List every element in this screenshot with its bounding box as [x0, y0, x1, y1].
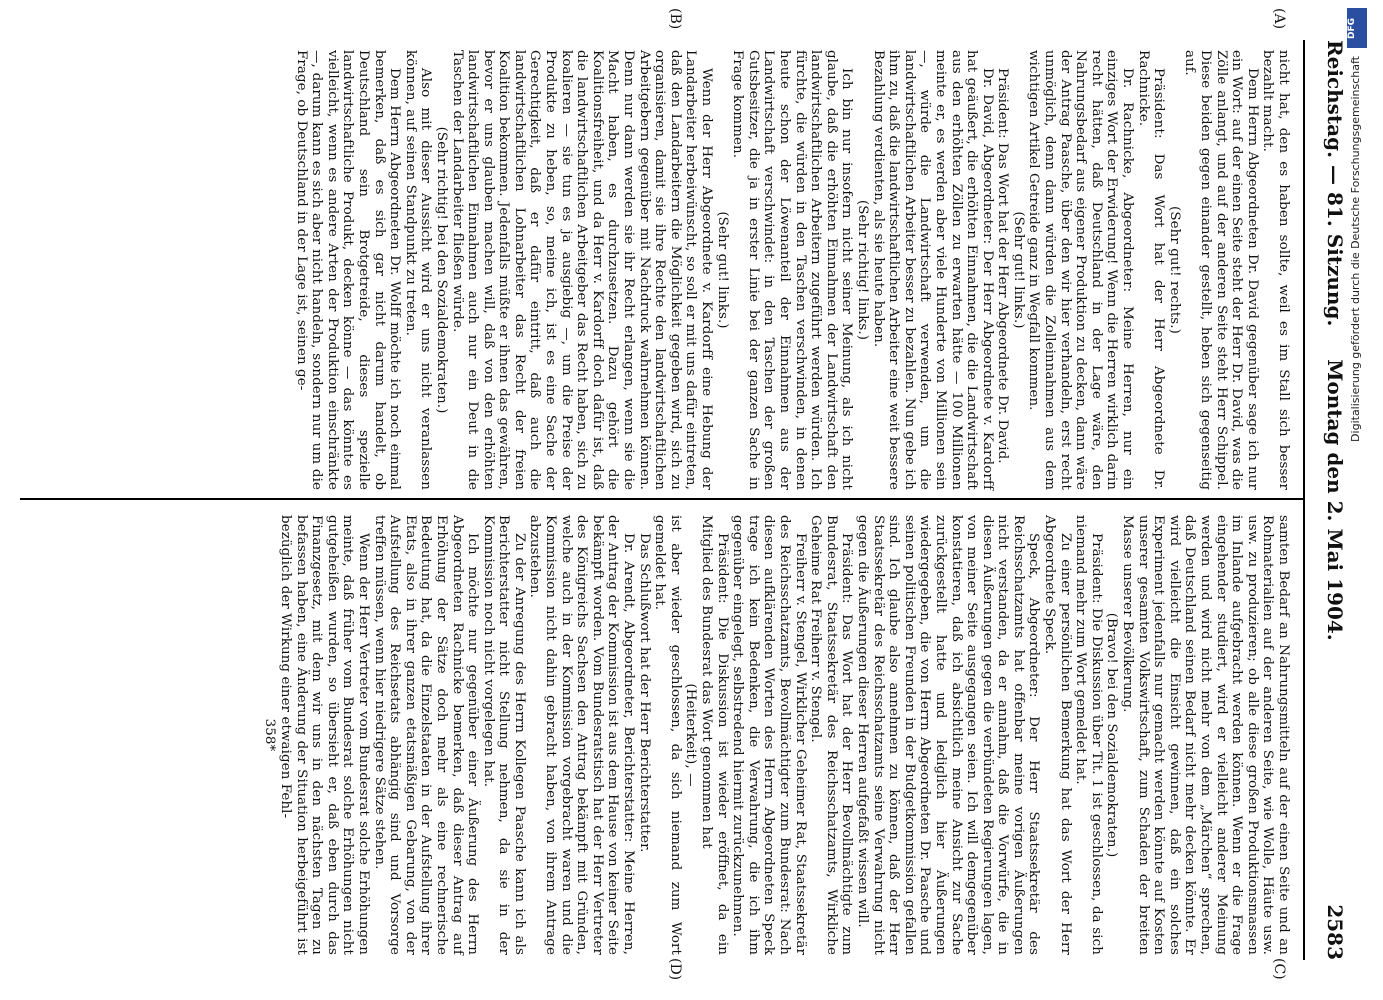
interjection: (Sehr gut! rechts.): [1166, 206, 1182, 334]
speaker-paragraph: Dr. Rachnicke, Abgeordneter: Meine Herren, nur ein einziges Wort der Erwiderung! Wenn die Herren wirklich darin recht hätten, daß Deutschland in der Lage wäre, den Nahrungsbedarf aus eigener Produktion zu decken, dann wäre der Antrag Paasche, über den wir hier verhandeln, erst recht unmöglich, denn dann würden die Zolleinnahmen aus dem wichtigen Artikel Getreide ganz in Wegfall kommen.: [1026, 50, 1136, 490]
interjection: (Sehr gut! links.): [1010, 211, 1026, 329]
speaker-paragraph: Präsident: Das Wort hat der Herr Bevollmächtigte zum Bundesrat, Staatssekretär des Reichsschatzamts, Wirkliche Geheime Rat Freiherr v. Stengel.: [808, 515, 855, 955]
paragraph: nicht hat, den es haben sollte, weil es im Stall sich besser bezahlt macht.: [1260, 50, 1291, 490]
margin-mark-d: (D): [667, 958, 683, 981]
interjection: (Heiterkeit), —: [683, 683, 699, 787]
speaker-paragraph: Präsident: Die Diskussion über Tit. 1 ist geschlossen, da sich niemand mehr zum Wort gemeldet hat.: [1073, 515, 1104, 955]
margin-mark-c: (C): [1271, 958, 1287, 980]
dfg-logo-icon: DFG: [1347, 8, 1367, 48]
speaker-paragraph: Speck, Abgeordneter: Der Herr Staatssekretär des Reichsschatzamts hat offenbar meine vorigen Äußerungen nicht verstanden, da er annahm, daß die Vorwürfe, die in diesen Äußerungen gegen die verbündeten Regierungen lagen, von meiner Seite ausgegangen seien. Ich will demgegenüber konstatieren, daß ich absichtlich meine Ansicht zur Sache zurückgestellt hatte und lediglich hier Äußerungen wiedergegeben, die von Herrn Abgeordneten Dr. Paasche und seinen politischen Freunden in der Budgetkommission gefallen sind. Ich glaube also annehmen zu können, daß der Herr Staatssekretär des Reichsschatzamts seine Verwahrung nicht gegen die Äußerungen dieser Herren aufgefaßt wissen will.: [854, 515, 1042, 955]
digitization-stamp: [1345, 8, 1371, 998]
speaker-paragraph: Präsident: Das Wort hat der Herr Abgeordnete Dr. David.: [995, 68, 1011, 464]
speaker-paragraph: Präsident: Das Wort hat der Herr Abgeordnete Dr. Rachnicke.: [1135, 50, 1167, 490]
header-rule: [1303, 40, 1305, 960]
left-column: [293, 50, 1291, 490]
margin-mark-a: (A): [1271, 8, 1287, 30]
right-column: [262, 515, 1291, 955]
digitization-credit: Digitalisierung gefördert durch die Deutsche Forschungsgemeinschaft: [1349, 56, 1362, 442]
paragraph: Dem Herrn Abgeordneten Dr. David gegenüber sage ich nur ein Wort: auf der einen Seite steht der Herr Dr. David, was die Zölle anlangt, und auf der anderen Seite steht Herr Schippel. Diese beiden gegen einander gestellt, heben sich gegenseitig auf.: [1182, 50, 1260, 490]
interjection: (Sehr richtig! links.): [854, 199, 870, 341]
paragraph: Also mit dieser Aussicht wird er uns nicht veranlassen können, auf seinen Standpunkt zu treten.: [402, 50, 434, 490]
interjection: (Bravo! bei den Sozialdemokraten.): [1104, 612, 1120, 858]
speaker-paragraph: Präsident: Die Diskussion ist wieder eröffnet, da ein Mitglied des Bundesrat das Wort genommen hat: [699, 515, 730, 955]
paragraph: Zu der Anregung des Herrn Kollegen Paasche kann ich als Berichterstatter nicht Stellung nehmen, da sie in der Kommission noch nicht vorgelegen hat.: [480, 515, 527, 955]
paragraph: ist aber wieder geschlossen, da sich niemand zum Wort gemeldet hat.: [652, 515, 683, 955]
paragraph: Zu einer persönlichen Bemerkung hat das Wort der Herr Abgeordnete Speck.: [1042, 515, 1073, 955]
margin-mark-b: (B): [667, 8, 683, 30]
interjection: (Sehr gut! links.): [714, 211, 730, 329]
paragraph: Wenn der Herr Abgeordnete v. Kardorff eine Hebung der Landarbeiter herbeiwünscht, so soll er mit uns dafür eintreten, daß den Landarbeitern die Möglichkeit gegeben wird, sich zu organisieren, damit sie ihre Rechte den landwirtschaftlichen Arbeitgebern gegenüber mit Nachdruck wahrnehmen können. Denn nur dann werden sie ihr Recht erlangen, wenn sie die Macht haben, es durchzusetzen. Dazu gehört die Koalitionsfreiheit, und da Herr v. Kardorff doch dafür ist, daß die landwirtschaftlichen Arbeitgeber das Recht haben, sich zu koalieren — sie tun es ja ausgiebig —, um die Preise der Produkte zu heben, so, meine ich, ist es eine Sache der Gerechtigkeit, daß er dafür eintritt, daß auch die landwirtschaftlichen Lohnarbeiter das Recht der freien Koalition bekommen. Jedenfalls müßte er ihnen das gewähren, bevor er uns glauben machen will, daß von den erhöhten landwirtschaftlichen Einnahmen auch nur ein Deut in die Taschen der Landarbeiter fließen würde.: [449, 50, 715, 490]
interjection: (Sehr richtig! bei den Sozialdemokraten.): [433, 126, 449, 414]
speaker-paragraph: Dr. David, Abgeordneter: Der Herr Abgeordnete v. Kardorff hat geäußert, die erhöhten Einnahmen, die die Landwirtschaft aus den erhöhten Zöllen zu erwarten hätte — 100 Millionen meinte er, es werden aber viele Hunderte von Millionen sein —, würde die Landwirtschaft verwenden, um die landwirtschaftlichen Arbeiter besser zu bezahlen. Nun gebe ich ihm zu, daß die landwirtschaftlichen Arbeiter eine weit bessere Bezahlung verdienten, als sie heute haben.: [870, 50, 995, 490]
header-date: Montag den 2. Mai 1904.: [1323, 359, 1347, 641]
paragraph: Das Schlußwort hat der Herr Berichterstatter.: [636, 533, 652, 853]
column-rule: [20, 498, 1303, 500]
speaker-paragraph: Dr. Arendt, Abgeordneter, Berichterstatter: Meine Herren, der Antrag der Kommission ist aus dem Hause von keiner Seite bekämpft worden. Vom Bundesratstisch hat der Herr Vertreter des Königreichs Sachsen den Antrag bekämpft mit Gründen, welche auch in der Kommission vorgebracht waren und die Kommission nicht dahin gebracht haben, von ihrem Antrage abzustehen.: [527, 515, 637, 955]
speaker-paragraph: Freiherr v. Stengel, Wirklicher Geheimer Rat, Staatssekretär des Reichsschatzamts, Bevollmächtigter zum Bundesrat: Nach diesen aufklärenden Worten des Herrn Abgeordneten Speck trage ich kein Bedenken, die Verwahrung, die ich ihm gegenüber eingelegt, selbstredend hiermit zurückzunehmen.: [730, 515, 808, 955]
paragraph: Dem Herrn Abgeordneten Dr. Wolff möchte ich noch einmal bemerken, daß es sich gar nicht darum handelt, ob Deutschland sein Brotgetreide, dieses spezielle landwirtschaftliche Produkt, decken könne — das könnte es vielleicht, wenn es andere Arten der Produktion einschränkte —, darum kann es sich aber nicht handeln, sondern nur um die Frage, ob Deutschland in der Lage ist, seinen ge-: [293, 50, 403, 490]
signature-mark: 358*: [262, 718, 278, 752]
page-number: 2583: [1323, 904, 1347, 960]
paragraph: Ich möchte nur gegenüber einer Äußerung des Herrn Abgeordneten Rachnicke bemerken, daß dieser Antrag auf Erhöhung der Sätze doch mehr als eine rechnerische Bedeutung hat, da die Einzelstaaten in der Aufstellung ihrer Etats, also in ihrer ganzen etatsmäßigen Gebarung, von der Aufstellung des Reichsetats abhängig sind und Vorsorge treffen müssen, wenn hier niedrigere Sätze stehen.: [371, 515, 481, 955]
paragraph: Wenn der Herr Vertreter vom Bundesrat solche Erhöhungen meinte, daß früher vom Bundesrat solche Erhöhungen nicht gutgeheißen wurden, so übersieht er, daß eben durch das Finanzgesetz, mit dem wir uns in den nächsten Tagen zu befassen haben, eine Änderung der Situation herbeigeführt ist bezüglich der Wirkung einer etwaigen Fehl-: [278, 515, 371, 955]
header-title: Reichstag. — 81. Sitzung.: [1323, 40, 1347, 327]
paragraph: Ich bin nur insofern nicht seiner Meinung, als ich nicht glaube, daß die erhöhten Einnahmen der Landwirtschaft den landwirtschaftlichen Arbeitern zugeführt werden würden. Ich fürchte, die würden in den Taschen verschwinden, in denen heute schon der Löwenanteil der Einnahmen aus der Landwirtschaft verschwindet: in den Taschen der großen Gutsbesitzer, die ja in erster Linie bei der ganzen Sache in Frage kommen.: [730, 50, 855, 490]
paragraph: samten Bedarf an Nahrungsmitteln auf der einen Seite und an Rohmaterialien auf der anderen Seite, wie Wolle, Häute usw. usw. zu produzieren; ob alle diese großen Produktionsmassen im Inlande aufgebracht werden können. Wenn er die Frage eingehender studiert, wird er vielleicht anderer Meinung werden und wird nicht mehr von dem „Märchen“ sprechen, daß Deutschland seinen Bedarf nicht mehr decken könnte. Er wird vielleicht die Einsicht gewinnen, daß ein solches Experiment jedenfalls nur gemacht werden könnte auf Kosten unserer gesamten Volkswirtschaft, zum Schaden der breiten Masse unserer Bevölkerung.: [1120, 515, 1291, 955]
